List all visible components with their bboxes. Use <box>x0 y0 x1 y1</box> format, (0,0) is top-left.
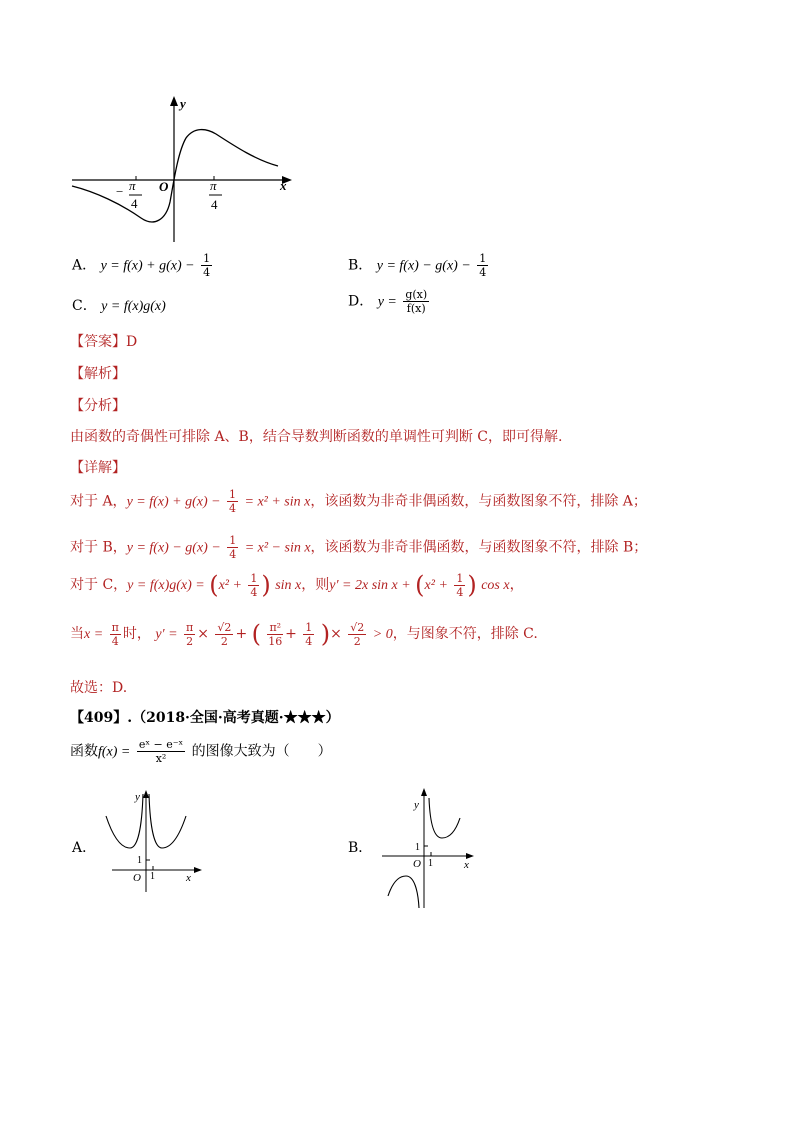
detail-label: 【详解】 <box>70 460 126 476</box>
option-d-expr: y = <box>377 294 397 310</box>
option-a-letter: A． <box>72 257 97 274</box>
analysis-label: 【解析】 <box>70 366 126 382</box>
pos-pi-label: π <box>210 178 217 193</box>
option-a[interactable] <box>72 252 214 279</box>
solution-line-c: 对于 C，y = f(x)g(x) = (x² + $\frac{1}{4}$ ) sin x，则y′ = 2x sin x + (x² + $\frac{1}{4}$ ) cos x， <box>70 571 524 599</box>
solution-line-b: 对于 B，y = f(x) − g(x) − $\frac{1}{4}$ = x² − sin x，该函数为非奇非偶函数，与函数图象不符，排除 B； <box>70 534 648 561</box>
problem-header: 【409】.（2018·全国·高考真题·★★★） <box>70 710 340 726</box>
opt-a-x-label: x <box>186 872 191 884</box>
option-c-letter: C． <box>72 298 97 314</box>
option-d-frac: $\frac{g(x)}{f(x)}$ <box>405 288 428 315</box>
option2-a-graph[interactable] <box>102 786 212 896</box>
opt-b-one-y: 1 <box>415 842 420 853</box>
option-d-letter: D． <box>348 293 374 310</box>
pos-four-label: 4 <box>211 197 218 212</box>
opt-a-origin: O <box>133 872 141 884</box>
option2-b-graph[interactable] <box>378 784 488 912</box>
fenxi-label: 【分析】 <box>70 398 126 414</box>
opt-a-one-x: 1 <box>150 871 155 882</box>
opt-b-origin: O <box>413 858 421 870</box>
opt-b-one-x: 1 <box>428 858 433 869</box>
origin-label: O <box>159 179 169 194</box>
option-d[interactable] <box>348 288 431 315</box>
option-b-expr: y = f(x) − g(x) − <box>376 258 471 274</box>
option2-b-letter[interactable]: B． <box>348 840 373 856</box>
top-function-graph <box>66 92 306 247</box>
solution-line-a: 对于 A，y = f(x) + g(x) − $\frac{1}{4}$ = x² + sin x，该函数为非奇非偶函数，与函数图象不符，排除 A； <box>70 488 647 515</box>
option-b-letter: B． <box>348 257 373 274</box>
option-c[interactable] <box>72 295 166 315</box>
neg-pi-label: π <box>129 178 136 193</box>
option-b-frac: $\frac{1}{4}$ <box>479 252 487 279</box>
option2-a-letter[interactable]: A． <box>72 840 97 856</box>
solution-line-d: 当x = $\frac{\pi}{4}$ 时， y′ = $\frac{\pi}{2}$ × $\frac{√2}{2}$ + ( $\frac{\text{π²}}{16}$ + $\frac{1}{4}$ )× $\frac{√2}{2}$ > 0，与图象不符，排除 C. <box>70 620 538 648</box>
option-a-frac: $\frac{1}{4}$ <box>203 252 211 279</box>
option-b[interactable] <box>348 252 490 279</box>
neg-sign: − <box>116 184 124 199</box>
x-axis-label: x <box>280 178 287 193</box>
opt-a-y-label: y <box>135 791 140 803</box>
problem-statement: 函数f(x) = $\frac{\text{eˣ − e⁻ˣ}}{\text{x²}}$ 的图像大致为（ ） <box>70 738 332 765</box>
fenxi-text: 由函数的奇偶性可排除 A、B，结合导数判断函数的单调性可判断 C，即可得解. <box>70 429 563 445</box>
answer-label: 【答案】 <box>70 334 126 350</box>
answer-value: D <box>126 334 138 350</box>
answer-line <box>70 331 137 351</box>
option-a-expr: y = f(x) + g(x) − <box>100 258 195 274</box>
opt-b-x-label: x <box>464 859 469 871</box>
opt-b-y-label: y <box>414 799 419 811</box>
opt-a-one-y: 1 <box>137 855 142 866</box>
option-c-expr: y = f(x)g(x) <box>101 299 166 314</box>
neg-four-label: 4 <box>131 196 138 211</box>
conclusion: 故选：D. <box>70 680 128 696</box>
y-axis-label: y <box>180 96 186 111</box>
